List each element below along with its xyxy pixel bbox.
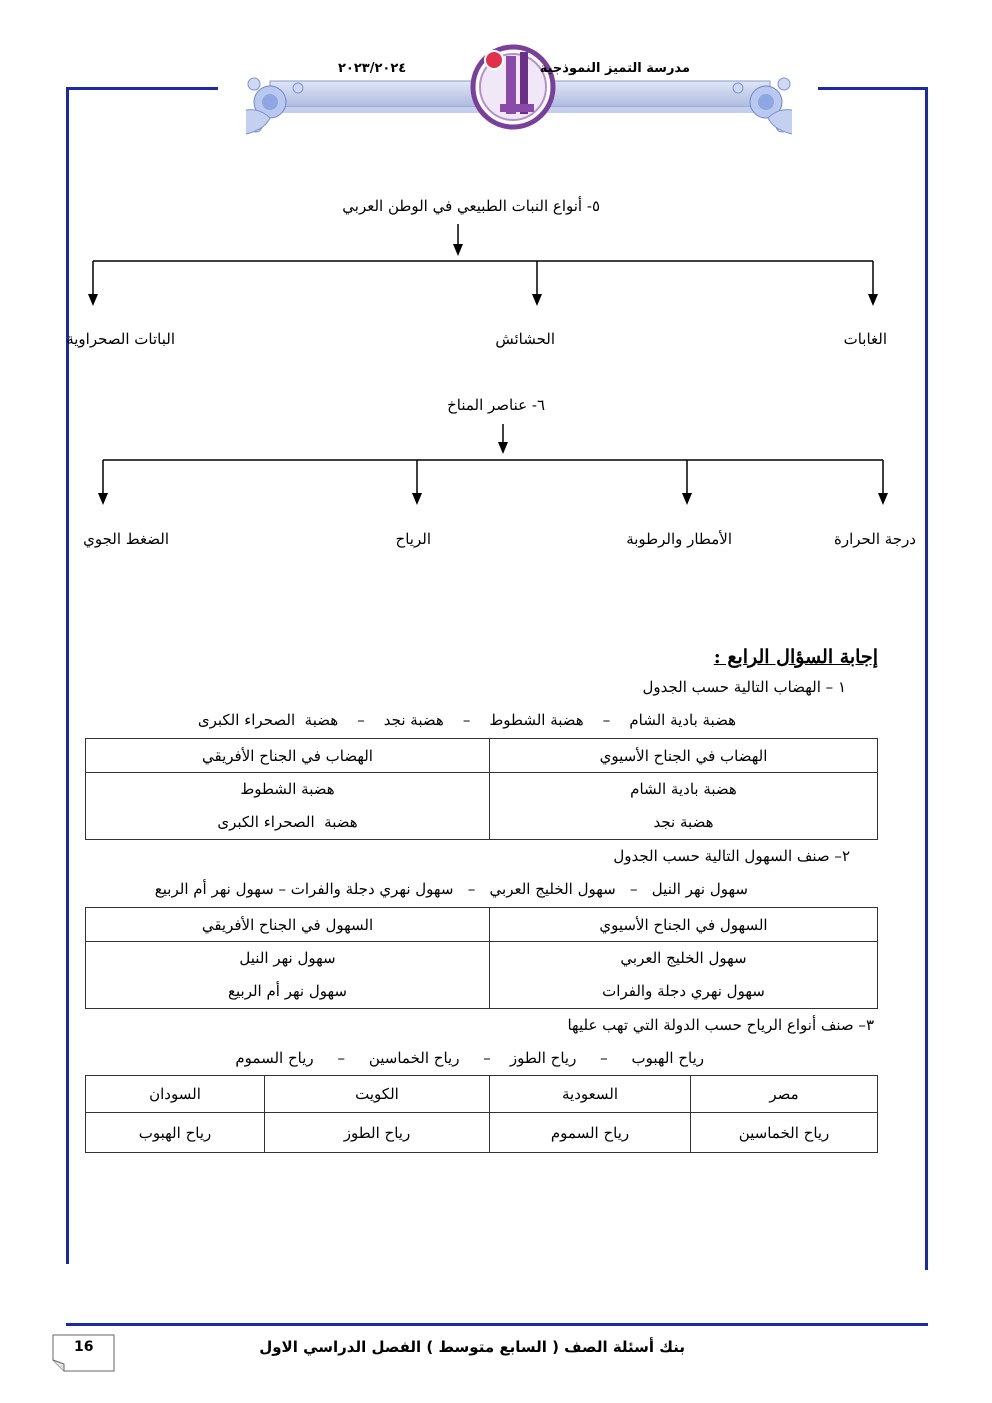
q6-title: ٦- عناصر المناخ [447,396,545,414]
part2-title: ٢– صنف السهول التالية حسب الجدول [613,847,850,865]
part2-header-african: السهول في الجناح الأفريقي [86,908,490,942]
part3-wind-saudi: رياح السموم [490,1113,691,1153]
list-item: سهول نهر أم الربيع [228,982,347,1000]
q5-tree-diagram [80,222,890,312]
part2-options: سهول نهر النيل – سهول الخليج العربي – سهول نهري دجلة والفرات – سهول نهر أم الربيع [154,880,748,898]
part1-header-asian: الهضاب في الجناح الأسيوي [490,739,878,773]
q5-item-forests: الغابات [843,330,887,348]
part1-african-cell [86,773,490,840]
part3-wind-kuwait: رياح الطوز [265,1113,490,1153]
part1-table [85,738,878,840]
part2-african-cell [86,942,490,1009]
part1-title: ١ – الهضاب التالية حسب الجدول [642,678,846,696]
page-number: 16 [74,1339,94,1355]
q6-item-winds: الرياح [395,530,431,548]
part1-asian-cell [490,773,878,840]
part2-table [85,907,878,1009]
part3-wind-sudan: رياح الهبوب [86,1113,265,1153]
footer-rule [66,1323,928,1326]
part2-asian-cell [490,942,878,1009]
q5-item-grasslands: الحشائش [495,330,555,348]
answers-heading: إجابة السؤال الرابع : [713,646,878,668]
frame-right [925,87,928,1270]
q6-item-rain-humidity: الأمطار والرطوبة [626,530,732,548]
part1-header-african: الهضاب في الجناح الأفريقي [86,739,490,773]
part3-options: رياح الهبوب – رياح الطوز – رياح الخماسين – رياح السموم [235,1049,704,1067]
list-item: هضبة الصحراء الكبرى [217,813,358,831]
list-item: سهول الخليج العربي [620,949,747,967]
footer-title: بنك أسئلة الصف ( السابع متوسط ) الفصل الدراسي الاول [259,1338,685,1356]
part3-country-kuwait: الكويت [265,1076,490,1113]
list-item: هضبة الشطوط [240,780,335,798]
part3-country-sudan: السودان [86,1076,265,1113]
frame-left [66,87,69,1264]
part3-country-saudi: السعودية [490,1076,691,1113]
q5-title: ٥- أنواع النبات الطبيعي في الوطن العربي [342,197,600,215]
frame-top-left [66,87,218,90]
part2-header-asian: السهول في الجناح الأسيوي [490,908,878,942]
flower-decoration-left [240,70,320,142]
frame-top-right [818,87,928,90]
q6-tree-diagram [90,422,900,512]
list-item: هضبة نجد [653,813,714,831]
q6-item-temperature: درجة الحرارة [834,530,916,548]
q5-item-desert-plants: الباتات الصحراوية [66,330,175,348]
list-item: سهول نهري دجلة والفرات [602,982,765,1000]
school-logo [470,44,556,130]
school-year: ٢٠٢٣/٢٠٢٤ [338,61,407,76]
flower-decoration-right [718,70,798,142]
school-name: مدرسة التميز النموذجية [539,61,690,76]
part1-options: هضبة بادية الشام – هضبة الشطوط – هضبة نجد – هضبة الصحراء الكبرى [197,711,736,729]
part3-title: ٣– صنف أنواع الرياح حسب الدولة التي تهب عليها [567,1016,874,1034]
part3-table [85,1075,878,1153]
part3-wind-egypt: رياح الخماسين [691,1113,878,1153]
list-item: هضبة بادية الشام [630,780,737,798]
list-item: سهول نهر النيل [239,949,336,967]
part3-country-egypt: مصر [691,1076,878,1113]
page-number-box [52,1334,115,1372]
q6-item-air-pressure: الضغط الجوي [83,530,169,548]
